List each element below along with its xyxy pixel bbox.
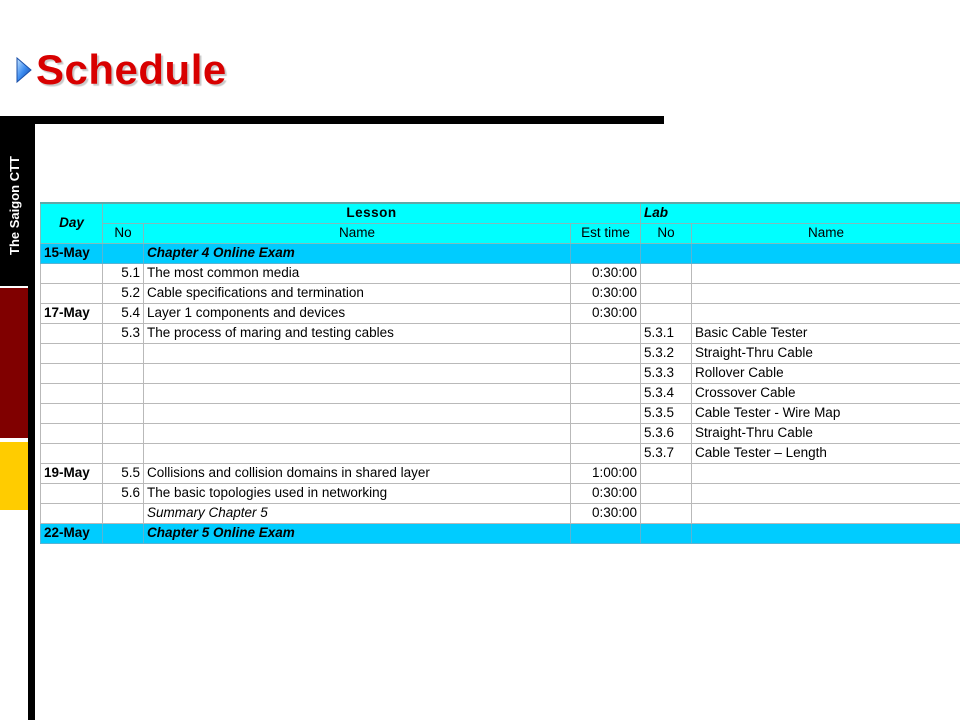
- table-row: [41, 303, 960, 323]
- lab-no-cell: 5.3.5: [641, 403, 692, 423]
- lab-name-cell: [692, 243, 960, 263]
- rail-vertical-line: [28, 124, 35, 720]
- table-row: [41, 443, 960, 463]
- lesson-no-cell: [103, 503, 144, 523]
- table-row: [41, 423, 960, 443]
- lesson-name-cell: The most common media: [144, 263, 571, 283]
- lesson-no-cell: [103, 403, 144, 423]
- lesson-name-cell: Collisions and collision domains in shared layer: [144, 463, 571, 483]
- est-time-cell: [571, 243, 641, 263]
- table-row: [41, 383, 960, 403]
- est-time-cell: [571, 403, 641, 423]
- lab-no-cell: 5.3.6: [641, 423, 692, 443]
- day-cell-value: [41, 503, 103, 523]
- lesson-name-cell: [144, 343, 571, 363]
- lab-name-cell: Straight-Thru Cable: [692, 423, 960, 443]
- day-cell-value: 15-May: [41, 243, 103, 263]
- lab-name-cell: [692, 263, 960, 283]
- lab-name-cell: Basic Cable Tester: [692, 323, 960, 343]
- lab-no-cell: [641, 303, 692, 323]
- est-time-cell: [571, 323, 641, 343]
- lab-no-cell: 5.3.2: [641, 343, 692, 363]
- side-label: [2, 130, 26, 280]
- lab-no-cell: [641, 263, 692, 283]
- lab-name-cell: [692, 483, 960, 503]
- lab-name-cell: Crossover Cable: [692, 383, 960, 403]
- lab-no-cell: [641, 483, 692, 503]
- lesson-name-cell: The process of maring and testing cables: [144, 323, 571, 343]
- est-time-cell: [571, 343, 641, 363]
- day-cell-value: [41, 383, 103, 403]
- lesson-no-cell: [103, 243, 144, 263]
- bullet-arrow-icon: [14, 55, 34, 85]
- lab-no-cell: 5.3.3: [641, 363, 692, 383]
- lesson-no-cell: 5.2: [103, 283, 144, 303]
- header-row-sub: [41, 223, 960, 243]
- header-lesson: Lesson: [103, 203, 641, 223]
- header-lab-name: Name: [692, 223, 960, 243]
- lab-name-cell: Cable Tester – Length: [692, 443, 960, 463]
- left-rail: [0, 124, 42, 720]
- lab-no-cell: 5.3.1: [641, 323, 692, 343]
- table-row: [41, 363, 960, 383]
- side-label-text: The Saigon CTT: [6, 155, 22, 255]
- est-time-cell: 0:30:00: [571, 263, 641, 283]
- table-row: [41, 463, 960, 483]
- lesson-no-cell: 5.3: [103, 323, 144, 343]
- lab-name-cell: [692, 503, 960, 523]
- lesson-no-cell: [103, 443, 144, 463]
- lab-name-cell: [692, 283, 960, 303]
- lesson-name-cell: Cable specifications and termination: [144, 283, 571, 303]
- rail-yellow-block: [0, 442, 28, 510]
- header-lesson-no: No: [103, 223, 144, 243]
- header-day: Day: [41, 203, 103, 243]
- top-divider-bar: [0, 116, 664, 124]
- lab-name-cell: Cable Tester - Wire Map: [692, 403, 960, 423]
- day-cell-value: [41, 403, 103, 423]
- est-time-cell: [571, 523, 641, 543]
- lesson-name-cell: Chapter 4 Online Exam: [144, 243, 571, 263]
- est-time-cell: 0:30:00: [571, 483, 641, 503]
- header-est-time: Est time: [571, 223, 641, 243]
- lesson-name-cell: Layer 1 components and devices: [144, 303, 571, 323]
- est-time-cell: [571, 423, 641, 443]
- lab-no-cell: 5.3.7: [641, 443, 692, 463]
- est-time-cell: [571, 443, 641, 463]
- lesson-no-cell: 5.4: [103, 303, 144, 323]
- lab-no-cell: [641, 283, 692, 303]
- schedule-table: [40, 202, 960, 544]
- day-cell-value: 19-May: [41, 463, 103, 483]
- day-cell-value: [41, 363, 103, 383]
- table-row: [41, 403, 960, 423]
- lesson-name-cell: Chapter 5 Online Exam: [144, 523, 571, 543]
- day-cell-value: [41, 483, 103, 503]
- lab-no-cell: [641, 463, 692, 483]
- lesson-name-cell: The basic topologies used in networking: [144, 483, 571, 503]
- est-time-cell: [571, 363, 641, 383]
- header-lab: Lab: [641, 203, 960, 223]
- lesson-name-cell: [144, 443, 571, 463]
- slide-title-area: [14, 42, 227, 98]
- day-cell-value: [41, 423, 103, 443]
- lab-name-cell: [692, 523, 960, 543]
- lesson-no-cell: 5.5: [103, 463, 144, 483]
- table-row: [41, 263, 960, 283]
- table-row: [41, 343, 960, 363]
- page-title: Schedule: [36, 46, 227, 93]
- lesson-name-cell: [144, 423, 571, 443]
- lesson-no-cell: [103, 523, 144, 543]
- est-time-cell: 1:00:00: [571, 463, 641, 483]
- lesson-no-cell: [103, 383, 144, 403]
- lab-name-cell: Straight-Thru Cable: [692, 343, 960, 363]
- table-row: [41, 283, 960, 303]
- est-time-cell: 0:30:00: [571, 303, 641, 323]
- lab-name-cell: [692, 463, 960, 483]
- lesson-name-cell: Summary Chapter 5: [144, 503, 571, 523]
- day-cell-value: [41, 443, 103, 463]
- day-cell-value: [41, 343, 103, 363]
- lesson-no-cell: 5.1: [103, 263, 144, 283]
- day-cell-value: 17-May: [41, 303, 103, 323]
- header-lab-no: No: [641, 223, 692, 243]
- table-row: [41, 323, 960, 343]
- rail-red-block: [0, 288, 28, 438]
- day-cell-value: [41, 323, 103, 343]
- lab-no-cell: 5.3.4: [641, 383, 692, 403]
- table-row: [41, 483, 960, 503]
- table-row: [41, 523, 960, 543]
- lab-no-cell: [641, 503, 692, 523]
- lab-no-cell: [641, 243, 692, 263]
- est-time-cell: 0:30:00: [571, 283, 641, 303]
- lesson-name-cell: [144, 383, 571, 403]
- lab-name-cell: Rollover Cable: [692, 363, 960, 383]
- day-cell-value: [41, 263, 103, 283]
- day-cell-value: 22-May: [41, 523, 103, 543]
- schedule-body: [41, 243, 960, 543]
- header-row-top: [41, 203, 960, 223]
- lesson-no-cell: [103, 363, 144, 383]
- lesson-no-cell: [103, 343, 144, 363]
- table-row: [41, 243, 960, 263]
- lab-no-cell: [641, 523, 692, 543]
- est-time-cell: 0:30:00: [571, 503, 641, 523]
- lesson-name-cell: [144, 363, 571, 383]
- table-row: [41, 503, 960, 523]
- lesson-name-cell: [144, 403, 571, 423]
- lesson-no-cell: [103, 423, 144, 443]
- lesson-no-cell: 5.6: [103, 483, 144, 503]
- day-cell-value: [41, 283, 103, 303]
- est-time-cell: [571, 383, 641, 403]
- header-lesson-name: Name: [144, 223, 571, 243]
- lab-name-cell: [692, 303, 960, 323]
